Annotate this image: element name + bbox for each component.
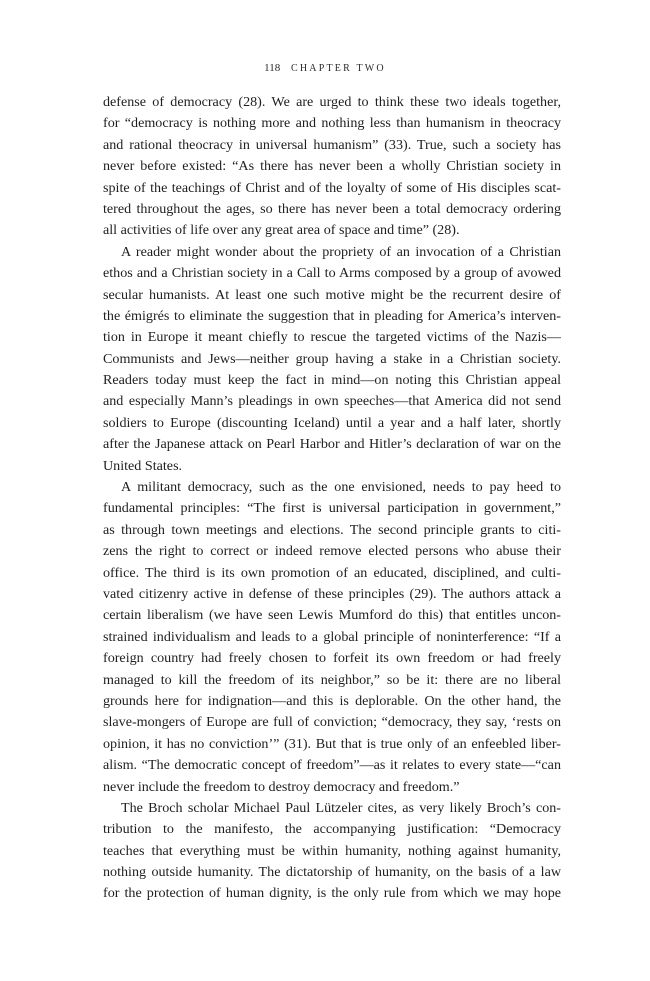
text-line: managed to kill the freedom of its neighbor,” so be it: there are no liberal [103, 671, 561, 688]
text-line: A reader might wonder about the propriety of an invocation of a Christian [121, 243, 561, 260]
text-line: and especially Mann’s pleadings in own speeches—that America did not send [103, 393, 561, 410]
text-line: office. The third is its own promotion of an educated, disciplined, and culti- [103, 564, 561, 581]
text-line: soldiers to Europe (discounting Iceland) until a year and a half later, shortly [103, 414, 561, 431]
text-line: United States. [103, 457, 183, 474]
chapter-title: CHAPTER TWO [290, 63, 386, 74]
text-line: grounds here for indignation—and this is deplorable. On the other hand, the [103, 692, 561, 709]
text-line: Communists and Jews—neither group having a stake in a Christian society. [103, 350, 561, 367]
text-line: Readers today must keep the fact in mind—on noting this Christian appeal [103, 372, 561, 389]
text-line: after the Japanese attack on Pearl Harbor and Hitler’s declaration of war on the [103, 436, 561, 453]
text-line: certain liberalism (we have seen Lewis Mumford do this) that entitles uncon- [103, 607, 561, 624]
text-line: for “democracy is nothing more and nothing less than humanism in theocracy [103, 115, 561, 132]
body-text [103, 92, 561, 905]
text-line: never before existed: “As there has never been a wholly Christian society in [103, 158, 561, 175]
text-line: secular humanists. At least one such motive might be the recurrent desire of [103, 286, 561, 303]
text-line: nothing outside humanity. The dictatorship of humanity, on the basis of a law [103, 864, 561, 881]
text-line: A militant democracy, such as the one envisioned, needs to pay heed to [121, 479, 561, 496]
text-line: tribution to the manifesto, the accompanying justification: “Democracy [103, 821, 561, 838]
text-line: tion in Europe it meant chiefly to rescue the targeted victims of the Nazis— [103, 329, 561, 346]
text-line: ethos and a Christian society in a Call to Arms composed by a group of avowed [103, 265, 561, 282]
text-line: never include the freedom to destroy democracy and freedom.” [103, 778, 460, 795]
text-line: defense of democracy (28). We are urged to think these two ideals together, [103, 94, 561, 110]
text-line: spite of the teachings of Christ and of the loyalty of some of His disciples scat- [103, 179, 561, 196]
text-line: fundamental principles: “The first is universal participation in government,” [103, 500, 561, 517]
running-head [0, 61, 650, 76]
text-line: as through town meetings and elections. The second principle grants to citi- [103, 521, 561, 538]
text-line: for the protection of human dignity, is the only rule from which we may hope [103, 885, 561, 902]
text-line: zens the right to correct or indeed remove elected persons who abuse their [103, 543, 561, 560]
text-line: tered throughout the ages, so there has never been a total democracy ordering [103, 200, 561, 217]
text-line: and rational theocracy in universal humanism” (33). True, such a society has [103, 136, 561, 153]
text-line: alism. “The democratic concept of freedom”—as it relates to every state—“can [103, 757, 561, 774]
text-line: the émigrés to eliminate the suggestion that in pleading for America’s interven- [103, 307, 561, 324]
text-line: foreign country had freely chosen to forfeit its own freedom or had freely [103, 650, 561, 667]
text-line: vated citizenry active in defense of these principles (29). The authors attack a [103, 585, 561, 602]
text-line: teaches that everything must be within humanity, nothing against humanity, [103, 842, 561, 859]
text-line: all activities of life over any great area of space and time” (28). [103, 222, 460, 239]
page-number: 118 [264, 62, 281, 74]
text-line: opinion, it has no conviction’” (31). But that is true only of an enfeebled liber- [103, 735, 561, 752]
text-line: slave-mongers of Europe are full of conviction; “democracy, they say, ‘rests on [103, 714, 561, 731]
text-line: The Broch scholar Michael Paul Lützeler cites, as very likely Broch’s con- [121, 799, 561, 816]
text-line: strained individualism and leads to a global principle of noninterference: “If a [103, 628, 561, 645]
